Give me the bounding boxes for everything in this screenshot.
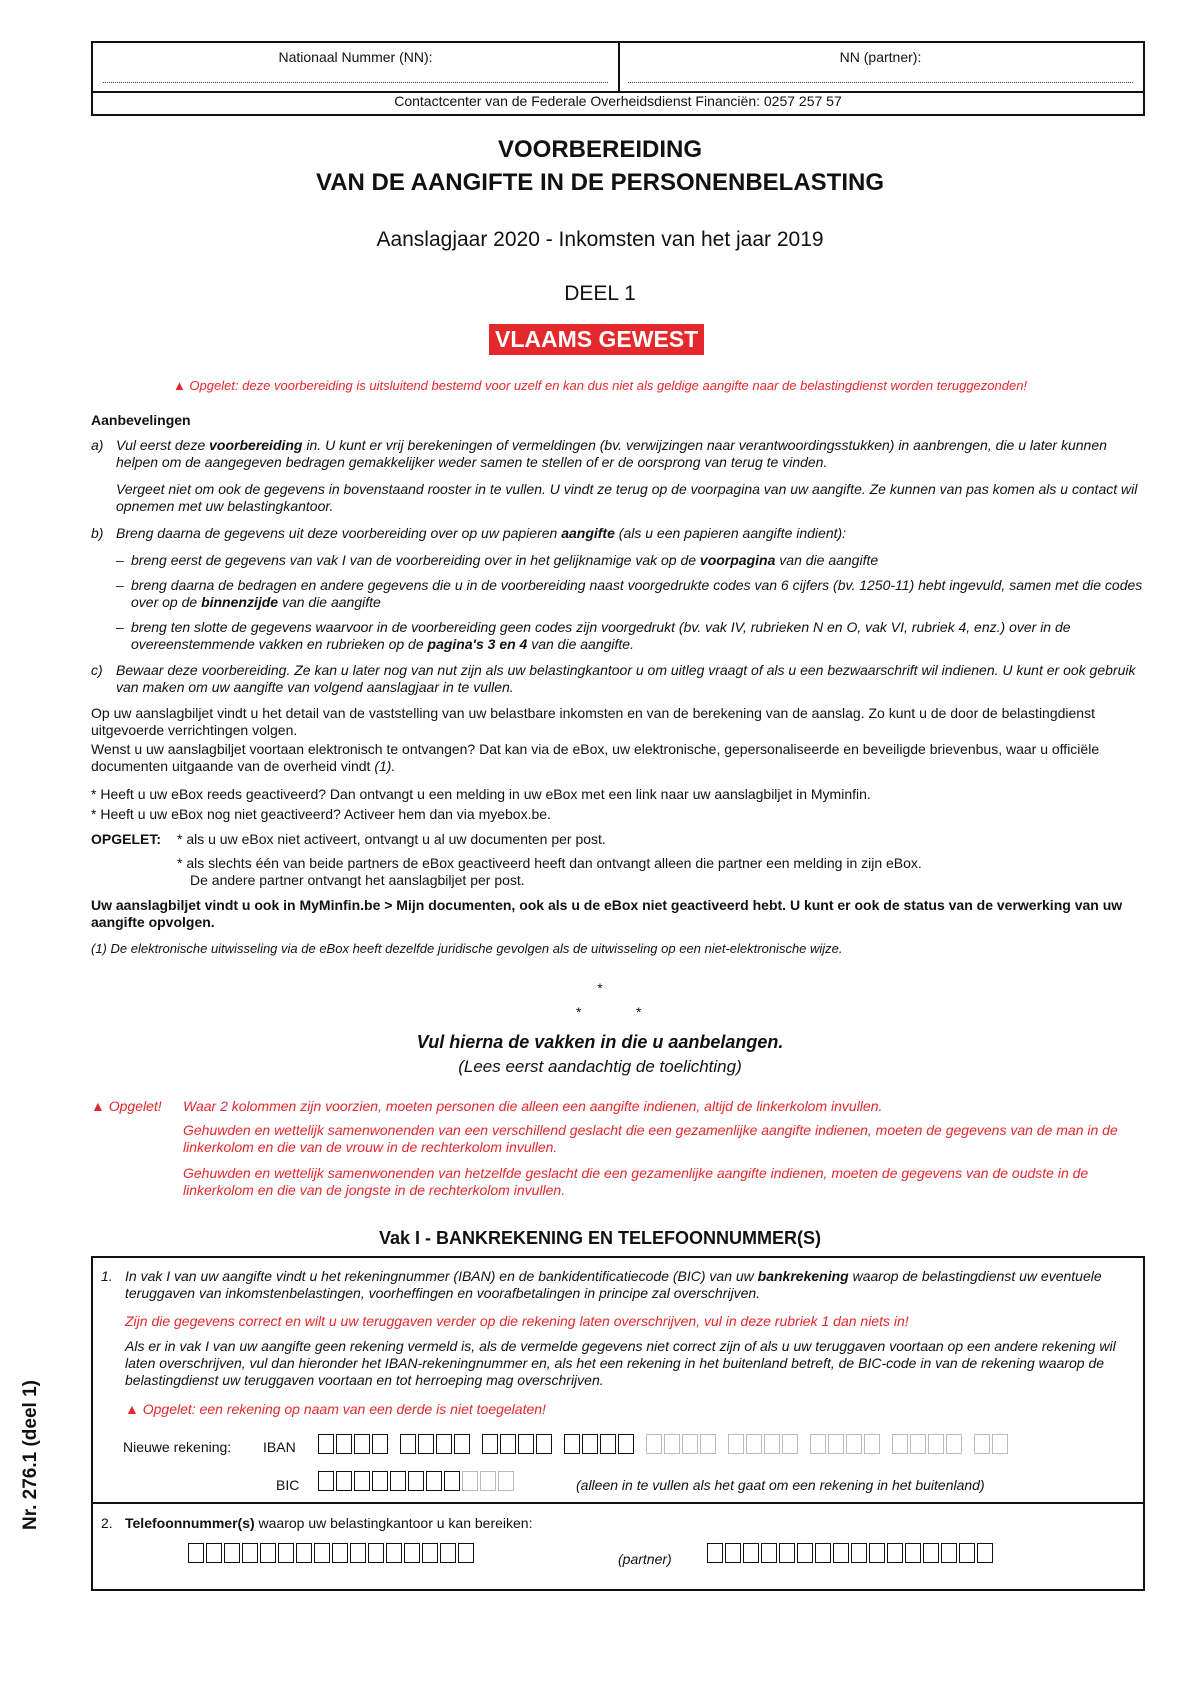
char-box[interactable] — [278, 1543, 294, 1563]
rec-a-bold: voorbereiding — [209, 437, 303, 453]
char-box[interactable] — [498, 1471, 514, 1491]
header-box — [91, 41, 1145, 116]
char-box[interactable] — [892, 1434, 908, 1454]
char-box[interactable] — [418, 1434, 434, 1454]
aanslagbiljet-paragraph: Op uw aanslagbiljet vindt u het detail van de vaststelling van uw belastbare inkomsten en van de berekening van de aanslag. Zo kunt u de door de belastingdienst uitgevoerde verrichtingen volgen. — [91, 705, 1095, 738]
footnote: (1) De elektronische uitwisseling via de eBox heeft dezelfde juridische gevolgen als de uitwisseling op een niet-elektronische wijze. — [91, 941, 843, 956]
phone-label-bold: Telefoonnummer(s) — [125, 1515, 255, 1531]
warning2-label: ▲ Opgelet! — [91, 1098, 162, 1114]
asterisk-left: * — [576, 1004, 582, 1020]
opgelet-item-1: * als u uw eBox niet activeert, ontvangt u al uw documenten per post. — [177, 831, 606, 847]
rec-b-pre: Breng daarna de gegevens uit deze voorbereiding over op uw papieren — [116, 525, 562, 541]
char-box[interactable] — [582, 1434, 598, 1454]
char-box[interactable] — [426, 1471, 442, 1491]
rec-b3-bold: binnenzijde — [201, 594, 279, 610]
char-box[interactable] — [440, 1543, 456, 1563]
vak1-item-2-number: 2. — [101, 1515, 113, 1531]
char-box[interactable] — [851, 1543, 867, 1563]
vak1-third-party-warning: ▲ Opgelet: een rekening op naam van een derde is niet toegelaten! — [125, 1401, 546, 1417]
vak1-title: Vak I - BANKREKENING EN TELEFOONNUMMER(S) — [378, 1228, 822, 1248]
char-box[interactable] — [923, 1543, 939, 1563]
char-box[interactable] — [707, 1543, 723, 1563]
char-box[interactable] — [992, 1434, 1008, 1454]
char-box[interactable] — [797, 1543, 813, 1563]
char-box[interactable] — [242, 1543, 258, 1563]
rec-b2-bold: voorpagina — [699, 552, 776, 568]
char-box[interactable] — [761, 1543, 777, 1563]
nn-partner-field[interactable] — [618, 43, 1143, 91]
rec-b4-post: van die aangifte. — [527, 636, 634, 652]
rec-a2-text: Vergeet niet om ook de gegevens in bovenstaand rooster in te vullen. U vindt ze terug op de voorpagina van uw aangifte. Ze kunnen van pas komen als u contact wil opnemen met uw belastingkantoor. — [116, 481, 1138, 514]
char-box[interactable] — [372, 1471, 388, 1491]
char-box[interactable] — [725, 1543, 741, 1563]
char-box[interactable] — [188, 1543, 204, 1563]
rec-a-text — [116, 437, 1146, 471]
char-box[interactable] — [869, 1543, 885, 1563]
title-line-2: VAN DE AANGIFTE IN DE PERSONENBELASTING — [315, 169, 885, 196]
gewest-badge: VLAAMS GEWEST — [489, 324, 704, 355]
char-box[interactable] — [941, 1543, 957, 1563]
rec-b4-dash: – — [116, 619, 124, 635]
char-box[interactable] — [905, 1543, 921, 1563]
char-box[interactable] — [354, 1471, 370, 1491]
rec-b4-pre: breng ten slotte de gegevens waarvoor in de voorbereiding geen codes zijn voorgedrukt (bv. vak IV, rubrieken N en O, vak VI, rubriek 4, enz.) over in de overeenstemmende vakken en rubrieken op de — [131, 619, 1071, 652]
char-box[interactable] — [260, 1543, 276, 1563]
char-box[interactable] — [436, 1434, 452, 1454]
rec-c-text: Bewaar deze voorbereiding. Ze kan u later nog van nut zijn als uw belastingkantoor u om uitleg vraagt of als u een bezwaarschrift wil indienen. U kunt er ook gebruik van maken om uw aangifte van volgend aanslagjaar in te vullen. — [116, 662, 1136, 695]
char-box[interactable] — [332, 1543, 348, 1563]
char-box[interactable] — [500, 1434, 516, 1454]
vak1-separator — [93, 1502, 1143, 1504]
char-box[interactable] — [368, 1543, 384, 1563]
char-box[interactable] — [206, 1543, 222, 1563]
char-box[interactable] — [372, 1434, 388, 1454]
char-box[interactable] — [518, 1434, 534, 1454]
vak1-item-1-text — [125, 1268, 1130, 1302]
char-box[interactable] — [743, 1543, 759, 1563]
bic-note: (alleen in te vullen als het gaat om een rekening in het buitenland) — [576, 1477, 985, 1493]
rec-b2-pre: breng eerst de gegevens van vak I van de voorbereiding over in het gelijknamige vak op de — [131, 552, 700, 568]
iban-input[interactable] — [318, 1434, 1010, 1454]
char-box[interactable] — [454, 1434, 470, 1454]
char-box[interactable] — [224, 1543, 240, 1563]
char-box[interactable] — [746, 1434, 762, 1454]
rec-b2-text — [131, 552, 1146, 569]
char-box[interactable] — [350, 1543, 366, 1563]
rec-b3-pre: breng daarna de bedragen en andere gegevens die u in de voorbereiding naast voorgedrukte codes van 6 cijfers (bv. 1250-11) hebt ingevuld, samen met die codes over op de — [131, 577, 1143, 610]
char-box[interactable] — [408, 1471, 424, 1491]
char-box[interactable] — [444, 1471, 460, 1491]
vak1-p1-post: waarop de belastingdienst uw eventuele teruggaven van inkomstenbelastingen, voorheffingen en voorafbetalingen in principe zal overschrijven. — [125, 1268, 1102, 1301]
warning2-line-3: Gehuwden en wettelijk samenwonenden van hetzelfde geslacht die een gezamenlijke aangifte indienen, moeten de gegevens van de oudste in de linkerkolom en die van de jongste in de rechterkolom invullen. — [183, 1165, 1089, 1198]
contact-line: Contactcenter van de Federale Overheidsdienst Financiën: 0257 257 57 — [394, 93, 842, 109]
char-box[interactable] — [600, 1434, 616, 1454]
char-box[interactable] — [664, 1434, 680, 1454]
rec-b2-dash: – — [116, 552, 124, 568]
char-box[interactable] — [864, 1434, 880, 1454]
nn-field[interactable] — [93, 43, 620, 91]
char-box[interactable] — [815, 1543, 831, 1563]
vak1-p1-pre: In vak I van uw aangifte vindt u het rekeningnummer (IBAN) en de bankidentificatiecode (BIC) van uw — [125, 1268, 758, 1284]
char-box[interactable] — [354, 1434, 370, 1454]
group-gap — [636, 1434, 646, 1454]
group-gap — [964, 1434, 974, 1454]
char-box[interactable] — [833, 1543, 849, 1563]
char-box[interactable] — [482, 1434, 498, 1454]
rec-b-text — [116, 525, 1146, 542]
partner-label: (partner) — [618, 1551, 672, 1567]
char-box[interactable] — [458, 1543, 474, 1563]
char-box[interactable] — [977, 1543, 993, 1563]
top-warning: ▲ Opgelet: deze voorbereiding is uitsluitend bestemd voor uzelf en kan dus niet als geldige aangifte naar de belastingdienst worden teruggezonden! — [172, 378, 1028, 393]
rec-b-post: (als u een papieren aangifte indient): — [614, 525, 847, 541]
rec-a-label: a) — [91, 437, 104, 453]
nn-partner-dotted-line — [628, 81, 1133, 83]
vak1-iban-instructions: Als er in vak I van uw aangifte geen rekening vermeld is, als de vermelde gegevens niet correct zijn of als u uw teruggaven voortaan op een andere rekening wil laten overschrijven, vul dan hieronder het IBAN-rekeningnummer en, als het een rekening in het buitenland betreft, de BIC-code in van de rekening waarop de belastingdienst uw teruggaven voortaan en tot herroeping mag overschrijven. — [125, 1338, 1116, 1388]
char-box[interactable] — [910, 1434, 926, 1454]
phone-label — [125, 1515, 532, 1532]
rec-c-label: c) — [91, 662, 103, 678]
ebox-star-2: * Heeft u uw eBox nog niet geactiveerd? Activeer hem dan via myebox.be. — [91, 806, 551, 822]
char-box[interactable] — [536, 1434, 552, 1454]
asterisk-right: * — [636, 1004, 642, 1020]
nn-dotted-line — [103, 81, 608, 83]
char-box[interactable] — [946, 1434, 962, 1454]
myminfin-paragraph: Uw aanslagbiljet vindt u ook in MyMinfin.be > Mijn documenten, ook als u de eBox niet geactiveerd hebt. U kunt er ook de status van de verwerking van uw aangifte opvolgen. — [91, 897, 1123, 930]
group-gap — [718, 1434, 728, 1454]
bic-input[interactable] — [318, 1471, 516, 1491]
rec-b3-dash: – — [116, 577, 124, 593]
group-gap — [390, 1434, 400, 1454]
rec-b3-text — [131, 577, 1146, 611]
iban-label: IBAN — [263, 1439, 296, 1455]
char-box[interactable] — [782, 1434, 798, 1454]
warning2-line-1: Waar 2 kolommen zijn voorzien, moeten personen die alleen een aangifte indienen, altijd de linkerkolom invullen. — [183, 1098, 883, 1114]
char-box[interactable] — [646, 1434, 662, 1454]
char-box[interactable] — [390, 1471, 406, 1491]
phone-label-text: waarop uw belastingkantoor u kan bereiken: — [254, 1515, 533, 1531]
char-box[interactable] — [336, 1471, 352, 1491]
deel-label: DEEL 1 — [564, 282, 636, 305]
char-box[interactable] — [828, 1434, 844, 1454]
recommendations-heading: Aanbevelingen — [91, 412, 191, 428]
group-gap — [472, 1434, 482, 1454]
group-gap — [554, 1434, 564, 1454]
char-box[interactable] — [318, 1434, 334, 1454]
char-box[interactable] — [846, 1434, 862, 1454]
read-first-note: (Lees eerst aandachtig de toelichting) — [458, 1057, 742, 1076]
char-box[interactable] — [928, 1434, 944, 1454]
subtitle: Aanslagjaar 2020 - Inkomsten van het jaar 2019 — [376, 228, 824, 251]
bic-label: BIC — [276, 1477, 300, 1493]
title-line-1: VOORBEREIDING — [497, 136, 703, 163]
group-gap — [800, 1434, 810, 1454]
rec-a-pre: Vul eerst deze — [116, 437, 210, 453]
rec-b-label: b) — [91, 525, 104, 541]
char-box[interactable] — [336, 1434, 352, 1454]
opgelet-label: OPGELET: — [91, 831, 162, 847]
opgelet-item-2b: De andere partner ontvangt het aanslagbiljet per post. — [190, 872, 525, 888]
char-box[interactable] — [480, 1471, 496, 1491]
vak1-correct-note: Zijn die gegevens correct en wilt u uw teruggaven verder op die rekening laten overschrijven, vul in deze rubriek 1 dan niets in! — [125, 1313, 909, 1329]
header-row-nn — [93, 43, 1143, 93]
char-box[interactable] — [422, 1543, 438, 1563]
char-box[interactable] — [764, 1434, 780, 1454]
ebox-paragraph-text: Wenst u uw aanslagbiljet voortaan elektronisch te ontvangen? Dat kan via de eBox, uw elektronische, gepersonaliseerde en beveiligde brievenbus, waar u officiële documenten uitgaande van de overheid vindt — [91, 741, 1100, 774]
char-box[interactable] — [974, 1434, 990, 1454]
rec-b-bold: aangifte — [561, 525, 615, 541]
char-box[interactable] — [404, 1543, 420, 1563]
char-box[interactable] — [618, 1434, 634, 1454]
char-box[interactable] — [386, 1543, 402, 1563]
fill-in-heading: Vul hierna de vakken in die u aanbelangen. — [416, 1032, 784, 1052]
char-box[interactable] — [728, 1434, 744, 1454]
rec-b4-text — [131, 619, 1146, 653]
vak1-item-1-number: 1. — [101, 1268, 113, 1284]
new-account-label: Nieuwe rekening: — [123, 1439, 232, 1455]
char-box[interactable] — [700, 1434, 716, 1454]
char-box[interactable] — [462, 1471, 478, 1491]
char-box[interactable] — [779, 1543, 795, 1563]
vak1-box — [91, 1256, 1145, 1591]
char-box[interactable] — [400, 1434, 416, 1454]
ebox-star-1: * Heeft u uw eBox reeds geactiveerd? Dan ontvangt u een melding in uw eBox met een link naar uw aanslagbiljet in Myminfin. — [91, 786, 871, 802]
rec-a-post: in. U kunt er vrij berekeningen of vermeldingen (bv. verwijzingen naar verantwoordingsstukken) in aanbrengen, die u later kunnen helpen om de aangegeven bedragen gemakkelijker weder samen te stellen of er de oorsprong van terug te vinden. — [116, 437, 1107, 470]
rec-b4-bold: pagina's 3 en 4 — [427, 636, 528, 652]
phone-partner-input[interactable] — [707, 1543, 995, 1563]
char-box[interactable] — [810, 1434, 826, 1454]
asterisk-top: * — [597, 980, 603, 996]
phone-input[interactable] — [188, 1543, 476, 1563]
group-gap — [882, 1434, 892, 1454]
rec-b3-post: van die aangifte — [278, 594, 381, 610]
nn-partner-label: NN (partner): — [839, 49, 922, 65]
char-box[interactable] — [959, 1543, 975, 1563]
opgelet-item-2a: * als slechts één van beide partners de eBox geactiveerd heeft dan ontvangt alleen die partner een melding in zijn eBox. — [177, 855, 922, 871]
char-box[interactable] — [564, 1434, 580, 1454]
char-box[interactable] — [296, 1543, 312, 1563]
form-number: Nr. 276.1 (deel 1) — [20, 1380, 41, 1530]
ebox-paragraph — [91, 741, 1141, 775]
ebox-footnote-ref: (1). — [374, 758, 396, 774]
char-box[interactable] — [318, 1471, 334, 1491]
rec-b2-post: van die aangifte — [775, 552, 879, 568]
char-box[interactable] — [314, 1543, 330, 1563]
vak1-p1-bold: bankrekening — [757, 1268, 849, 1284]
warning2-line-2: Gehuwden en wettelijk samenwonenden van een verschillend geslacht die een gezamenlijke aangifte indienen, moeten de gegevens van de man in de linkerkolom en die van de vrouw in de rechterkolom invullen. — [183, 1122, 1118, 1155]
char-box[interactable] — [682, 1434, 698, 1454]
char-box[interactable] — [887, 1543, 903, 1563]
nn-label: Nationaal Nummer (NN): — [278, 49, 433, 65]
